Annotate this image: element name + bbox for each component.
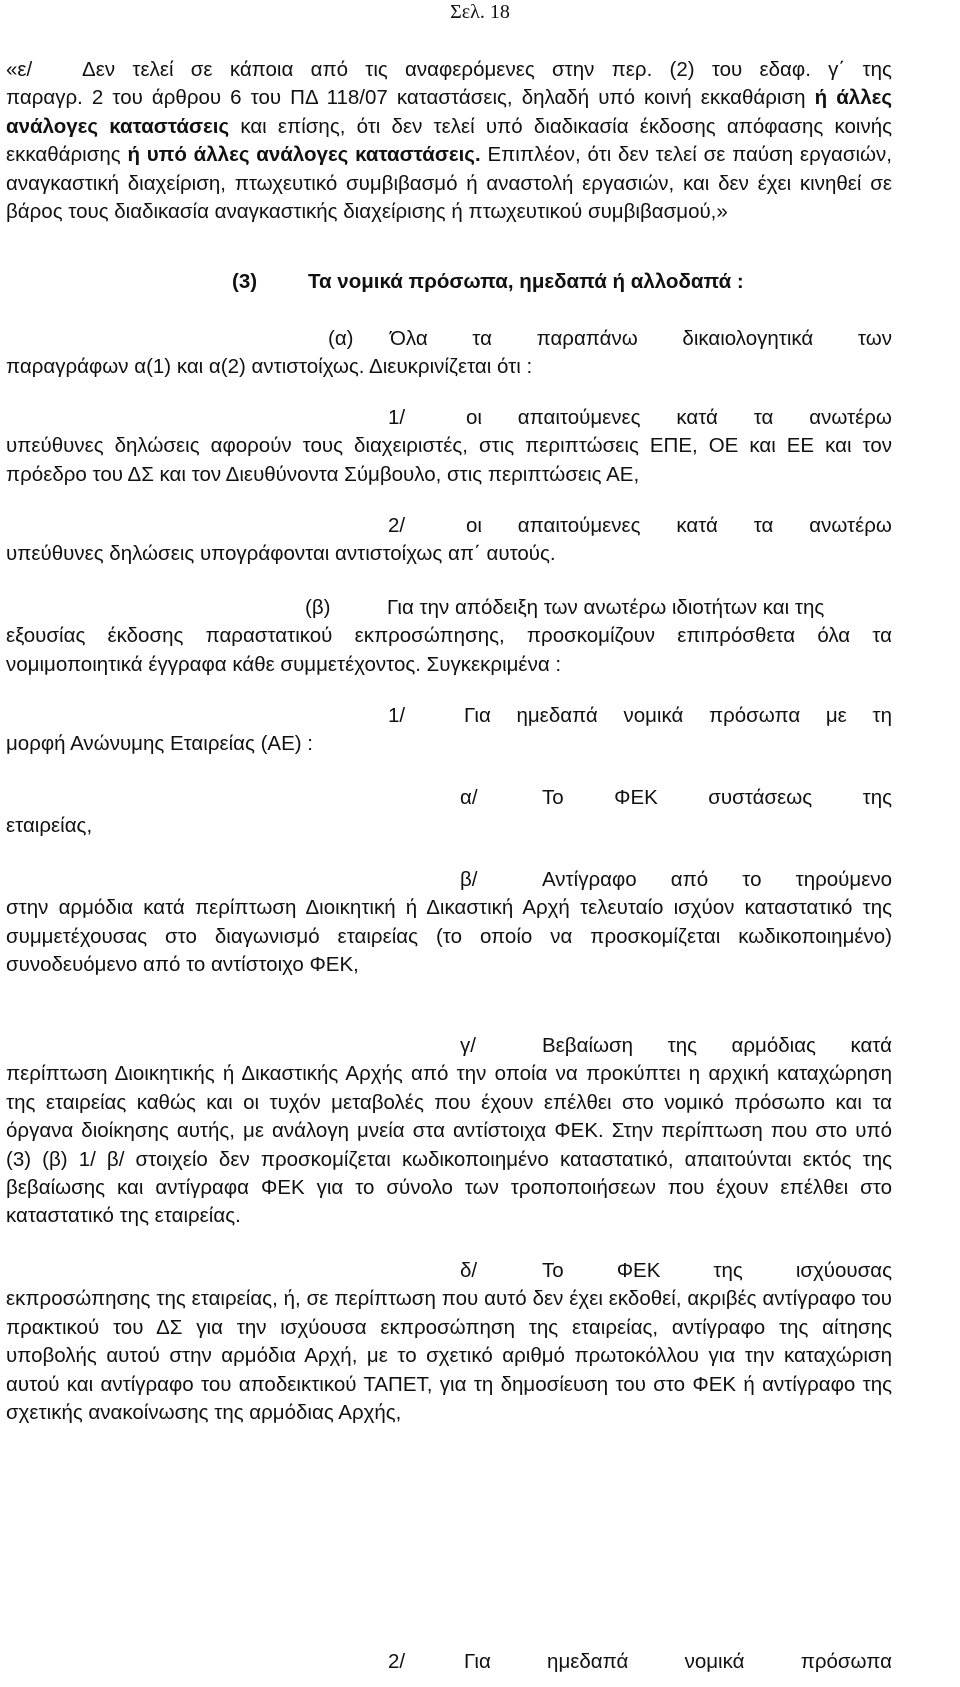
word: κατά — [850, 1034, 892, 1057]
section-number: (3) — [232, 270, 258, 293]
word: Βεβαίωση — [542, 1034, 634, 1057]
word: της — [713, 1259, 743, 1282]
subsection-beta — [6, 594, 892, 679]
word: της — [862, 786, 892, 809]
word: πρόσωπα — [708, 704, 801, 727]
section-colon: : — [731, 270, 744, 293]
word: κατά — [676, 406, 718, 429]
paragraph-text: εξουσίας έκδοσης παραστατικού εκπροσώπησης, προσκομίζουν επιπρόσθετα όλα τα νομιμοποιητικά έγγραφα κάθε συμμετέχοντος. Συγκεκριμένα : — [6, 624, 892, 676]
word: τις — [365, 58, 388, 81]
word: περ. — [611, 58, 653, 81]
word: τα — [753, 514, 774, 537]
section-title: Τα νομικά πρόσωπα, ημεδαπά ή αλλοδαπά — [308, 270, 732, 293]
paragraph-text: παραγράφων α(1) και α(2) αντιστοίχως. Διευκρινίζεται ότι : — [6, 355, 533, 379]
item-first-line — [6, 1257, 892, 1285]
paragraph-text: και επίσης, ότι δεν τελεί υπό διαδικασία έκδοσης απόφασης κοινής εκκαθάρισης — [6, 114, 892, 167]
paragraph-text: στην αρμόδια κατά περίπτωση Διοικητική ή Δικαστική Αρχή τελευταίο ισχύον καταστατικό της συμμετέχουσας στο διαγωνισμό εταιρείας (το οποίο να προσκομίζεται κωδικοποιημένο) συνοδευόμενο από το αντίστοιχο ΦΕΚ, — [6, 896, 892, 977]
first-line-text: Για την απόδειξη των ανωτέρω ιδιοτήτων και της — [387, 596, 825, 619]
item-first-line — [6, 702, 892, 730]
word: οι — [466, 406, 482, 429]
word: Το — [542, 1259, 564, 1282]
word: της — [667, 1034, 697, 1057]
word: γ΄ — [828, 58, 846, 81]
first-line-words — [542, 866, 892, 894]
item-first-line — [6, 866, 892, 894]
first-line-words — [464, 1648, 892, 1676]
paragraph-text: Επιπλέον, ότι δεν τελεί σε παύση εργασιών, αναγκαστική διαχείριση, πτωχευτικό συμβιβασμό ή αναστολή εργασιών, και δεν έχει κινηθεί σε βάρος τους διαδικασία αναγκαστικής διαχείρισης ή πτωχευτικού συμβιβασμού,» — [6, 143, 892, 224]
item-d-representation — [6, 1257, 892, 1427]
item-b-statute-copy — [6, 866, 892, 980]
item-label: 2/ — [388, 514, 406, 537]
word: αναφερόμενες — [405, 58, 535, 81]
paragraph-text: εκπροσώπησης της εταιρείας, ή, σε περίπτωση που αυτό δεν έχει εκδοθεί, ακριβές αντίγραφο του πρακτικού του ΔΣ για την ισχύουσα εκπροσώπηση της εταιρείας, αντίγραφο της αίτησης υποβολής αυτού στην αρμόδια Αρχή, με το σχετικό αριθμό πρωτοκόλλου για την καταχώριση αυτού και αντίγραφο του αποδεικτικού ΤΑΠΕΤ, για τη δημοσίευση του στο ΦΕΚ ή αντίγραφο της σχετικής ανακοίνωσης της αρμόδιας Αρχής, — [6, 1287, 892, 1425]
item-first-line — [6, 512, 892, 540]
word: πρόσωπα — [800, 1650, 892, 1673]
word: κάποια — [229, 58, 294, 81]
paragraph-epsilon-first-line — [6, 56, 892, 84]
item-a-fek — [6, 784, 892, 841]
first-line-words — [466, 404, 892, 432]
word: των — [857, 327, 892, 350]
item-first-line — [6, 404, 892, 432]
paragraph-epsilon — [6, 56, 892, 226]
subsection-alpha-first-line — [6, 325, 892, 353]
word: Για — [464, 704, 491, 727]
first-line-words — [464, 702, 892, 730]
page-number: Σελ. 18 — [450, 1, 510, 23]
paragraph-text: εταιρείας, — [6, 814, 93, 838]
section-heading-3 — [6, 268, 892, 296]
word: με — [825, 704, 847, 727]
word: του — [711, 58, 743, 81]
word: νομικά — [623, 704, 684, 727]
word: Για — [464, 1650, 491, 1673]
word: Αντίγραφο — [542, 868, 637, 891]
word: εδαφ. — [759, 58, 811, 81]
word: τη — [872, 704, 892, 727]
paragraph-text: παραγρ. 2 του άρθρου 6 του ΠΔ 118/07 καταστάσεις, δηλαδή υπό κοινή εκκαθάριση — [6, 86, 815, 110]
paragraph-text: μορφή Ανώνυμης Εταιρείας (ΑΕ) : — [6, 732, 313, 756]
word: σε — [190, 58, 213, 81]
first-line-words — [466, 512, 892, 540]
word: τηρούμενο — [795, 868, 892, 891]
item-label: (α) — [328, 327, 354, 350]
item-label: δ/ — [460, 1259, 478, 1282]
item-label: (β) — [305, 596, 331, 619]
item-b2-domestic-entities — [6, 1648, 892, 1676]
item-first-line — [6, 1648, 892, 1676]
first-line-words — [542, 1032, 892, 1060]
word: το — [742, 868, 762, 891]
first-line-words — [82, 56, 892, 84]
first-line-words — [390, 325, 892, 353]
item-c-certificate — [6, 1032, 892, 1231]
word: (2) — [669, 58, 695, 81]
word: από — [310, 58, 348, 81]
item-label: 2/ — [388, 1650, 406, 1673]
word: ανωτέρω — [809, 514, 892, 537]
word: Το — [542, 786, 564, 809]
word: παραπάνω — [536, 327, 638, 350]
word: νομικά — [684, 1650, 745, 1673]
word: Όλα — [390, 327, 428, 350]
word: στην — [551, 58, 595, 81]
word: ημεδαπά — [516, 704, 598, 727]
word: κατά — [676, 514, 718, 537]
word: συστάσεως — [708, 786, 813, 809]
word: τα — [753, 406, 774, 429]
item-b1-domestic-sa — [6, 702, 892, 759]
item-label: γ/ — [460, 1034, 476, 1057]
item-label: «ε/ — [6, 58, 33, 81]
first-line-words — [542, 1257, 892, 1285]
item-label: β/ — [460, 868, 478, 891]
word: ισχύουσας — [795, 1259, 892, 1282]
subsection-beta-first-line — [6, 594, 892, 622]
item-label: 1/ — [388, 704, 406, 727]
first-line-words — [542, 784, 892, 812]
paragraph-text: υπεύθυνες δηλώσεις υπογράφονται αντιστοίχως απ΄ αυτούς. — [6, 542, 556, 566]
word: από — [670, 868, 709, 891]
word: ΦΕΚ — [614, 786, 658, 809]
item-1-responsible-declarations — [6, 404, 892, 489]
subsection-alpha — [6, 325, 892, 382]
word: δικαιολογητικά — [682, 327, 814, 350]
word: τελεί — [132, 58, 174, 81]
word: ημεδαπά — [547, 1650, 629, 1673]
paragraph-text: περίπτωση Διοικητικής ή Δικαστικής Αρχής από την οποία να προκύπτει η αρχική καταχώρηση της εταιρείας καθώς και οι τυχόν μεταβολές που έχουν επέλθει στο νομικό πρόσωπο και τα όργανα διοίκησης αυτής, με ανάλογη μνεία στα αντίστοιχα ΦΕΚ. Στην περίπτωση που στο υπό (3) (β) 1/ β/ στοιχείο δεν προσκομίζεται κωδικοποιημένο καταστατικό, απαιτούνται εκτός της βεβαίωσης και αντίγραφα ΦΕΚ για το σύνολο των τροποποιήσεων που έχουν επέλθει στο καταστατικό της εταιρείας. — [6, 1062, 892, 1228]
item-2-signatures — [6, 512, 892, 569]
word: αρμόδιας — [731, 1034, 816, 1057]
bold-text: ή υπό άλλες ανάλογες καταστάσεις. — [127, 143, 481, 167]
item-label: 1/ — [388, 406, 406, 429]
word: της — [862, 58, 892, 81]
word: ανωτέρω — [809, 406, 892, 429]
item-first-line — [6, 1032, 892, 1060]
word: Δεν — [82, 58, 116, 81]
paragraph-text: υπεύθυνες δηλώσεις αφορούν τους διαχειριστές, στις περιπτώσεις ΕΠΕ, ΟΕ και ΕΕ και τον πρόεδρο του ΔΣ και τον Διευθύνοντα Σύμβουλο, στις περιπτώσεις ΑΕ, — [6, 434, 892, 486]
item-first-line — [6, 784, 892, 812]
word: απαιτούμενες — [517, 514, 641, 537]
word: ΦΕΚ — [616, 1259, 661, 1282]
item-label: α/ — [460, 786, 478, 809]
word: τα — [472, 327, 492, 350]
word: απαιτούμενες — [517, 406, 641, 429]
word: οι — [466, 514, 482, 537]
bold-text: ή άλλες ανάλογες καταστάσεις — [6, 86, 892, 138]
